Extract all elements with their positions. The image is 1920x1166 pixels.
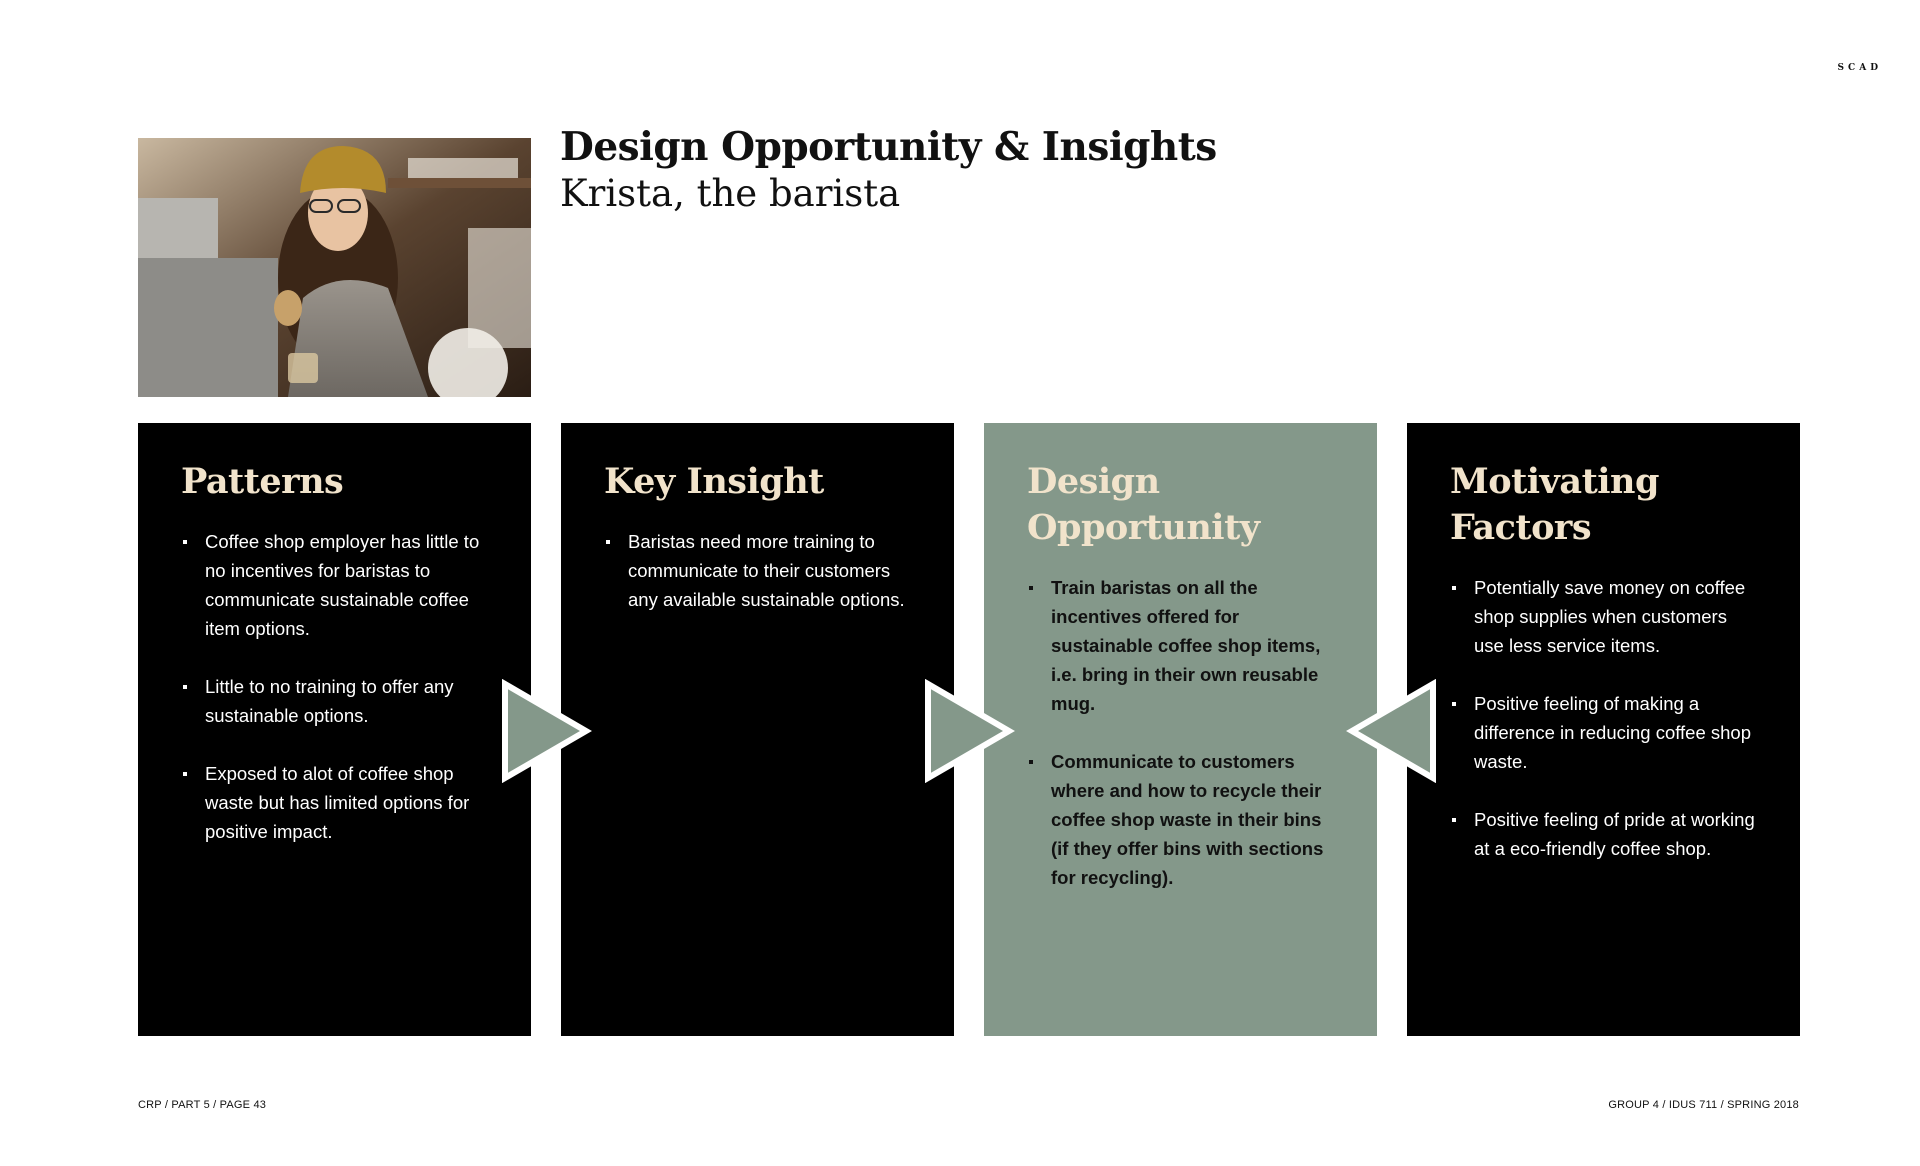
list-item: Train baristas on all the incentives offered for sustainable coffee shop items, i.e. bring in their own reusable mug. xyxy=(1027,573,1337,718)
list-item: Little to no training to offer any sustainable options. xyxy=(181,672,491,730)
card-title: Patterns xyxy=(181,461,344,502)
list-item: Baristas need more training to communicate to their customers any available sustainable options. xyxy=(604,527,914,614)
page-title: Design Opportunity & Insights xyxy=(560,124,1217,170)
design-opportunity-card xyxy=(984,423,1377,1036)
list-item: Communicate to customers where and how to recycle their coffee shop waste in their bins (if they offer bins with sections for recycling). xyxy=(1027,747,1337,892)
bullet-list xyxy=(1450,573,1760,863)
bullet-list xyxy=(1027,573,1337,892)
list-item: Coffee shop employer has little to no incentives for baristas to communicate sustainable coffee item options. xyxy=(181,527,491,643)
key-insight-card xyxy=(561,423,954,1036)
list-item: Positive feeling of making a difference in reducing coffee shop waste. xyxy=(1450,689,1760,776)
card-title: Key Insight xyxy=(604,461,824,502)
list-item: Exposed to alot of coffee shop waste but has limited options for positive impact. xyxy=(181,759,491,846)
footer-group-info: GROUP 4 / IDUS 711 / SPRING 2018 xyxy=(1608,1099,1799,1111)
bullet-list xyxy=(181,527,491,846)
footer-page-info: CRP / PART 5 / PAGE 43 xyxy=(138,1099,267,1111)
bullet-list xyxy=(604,527,914,614)
arrow-right-icon xyxy=(923,679,1015,783)
page-subtitle: Krista, the barista xyxy=(560,172,901,215)
motivating-factors-card xyxy=(1407,423,1800,1036)
scad-logo: SCAD xyxy=(1837,63,1882,73)
patterns-card xyxy=(138,423,531,1036)
card-title: Motivating Factors xyxy=(1450,461,1659,548)
arrow-right-icon xyxy=(500,679,592,783)
list-item: Potentially save money on coffee shop supplies when customers use less service items. xyxy=(1450,573,1760,660)
card-title: Design Opportunity xyxy=(1027,461,1260,548)
barista-photo xyxy=(138,138,531,397)
list-item: Positive feeling of pride at working at a eco-friendly coffee shop. xyxy=(1450,805,1760,863)
arrow-left-icon xyxy=(1346,679,1438,783)
